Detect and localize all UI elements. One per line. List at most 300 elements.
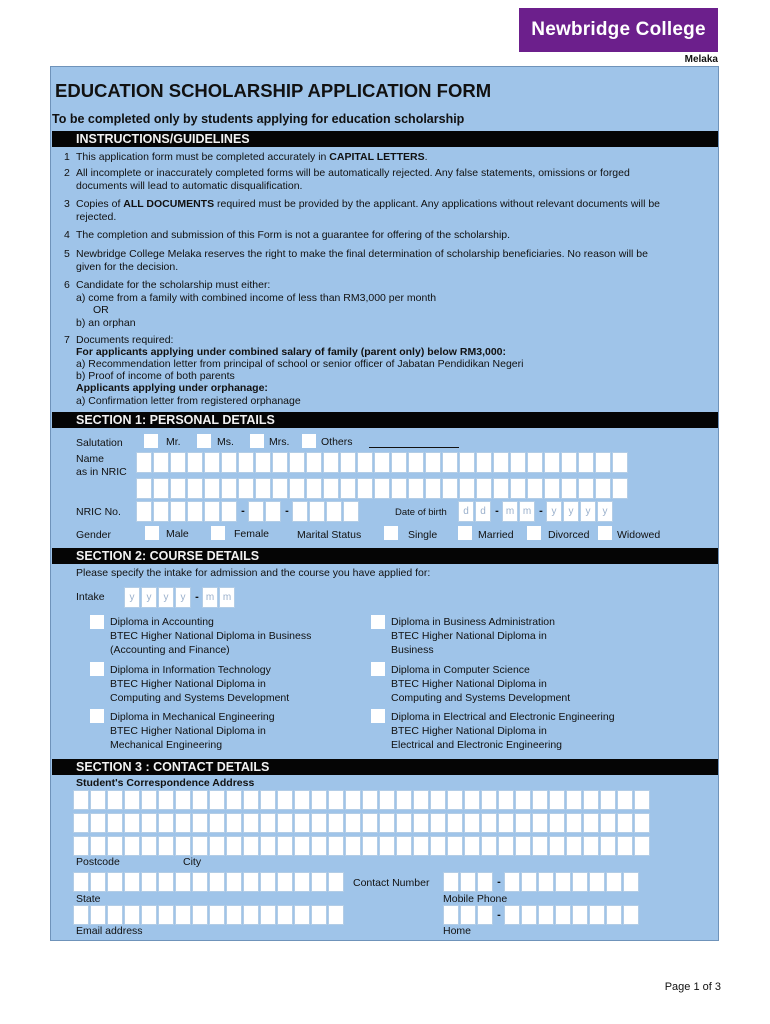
char-cell[interactable] bbox=[221, 478, 237, 499]
char-cell[interactable] bbox=[277, 905, 293, 925]
char-cell[interactable] bbox=[124, 836, 140, 856]
char-cell[interactable] bbox=[323, 452, 339, 473]
char-cell[interactable] bbox=[464, 836, 480, 856]
char-cell[interactable] bbox=[136, 501, 152, 522]
char-cell[interactable] bbox=[260, 813, 276, 833]
char-cell[interactable] bbox=[294, 836, 310, 856]
char-cell[interactable] bbox=[481, 836, 497, 856]
char-cell[interactable]: y bbox=[563, 501, 579, 522]
instruction-number: 5 bbox=[64, 248, 70, 260]
char-cell[interactable] bbox=[294, 790, 310, 810]
char-cell[interactable] bbox=[374, 452, 390, 473]
char-cell[interactable] bbox=[600, 790, 616, 810]
course-line: BTEC Higher National Diploma in bbox=[391, 678, 547, 690]
char-cell[interactable] bbox=[187, 501, 203, 522]
section1-heading: SECTION 1: PERSONAL DETAILS bbox=[76, 413, 275, 427]
char-cell[interactable] bbox=[504, 905, 520, 925]
char-cell[interactable] bbox=[578, 478, 594, 499]
marital-widowed-checkbox[interactable] bbox=[598, 526, 612, 540]
char-cell[interactable] bbox=[464, 813, 480, 833]
char-cell[interactable] bbox=[521, 872, 537, 892]
char-cell[interactable] bbox=[255, 452, 271, 473]
mobile-field[interactable] bbox=[443, 872, 640, 892]
char-cell[interactable] bbox=[362, 836, 378, 856]
field-separator: - bbox=[495, 505, 499, 517]
char-cell[interactable]: m bbox=[219, 587, 235, 608]
instruction-6b bbox=[76, 317, 136, 330]
char-cell[interactable] bbox=[289, 452, 305, 473]
char-cell[interactable] bbox=[243, 813, 259, 833]
char-cell[interactable] bbox=[459, 478, 475, 499]
char-cell[interactable] bbox=[413, 790, 429, 810]
char-cell[interactable] bbox=[124, 872, 140, 892]
char-cell[interactable] bbox=[595, 478, 611, 499]
char-cell[interactable] bbox=[226, 790, 242, 810]
salutation-mr-checkbox[interactable] bbox=[144, 434, 158, 448]
char-cell[interactable] bbox=[634, 836, 650, 856]
char-cell[interactable] bbox=[326, 501, 342, 522]
letter-b: b) bbox=[76, 370, 86, 382]
char-cell[interactable] bbox=[623, 905, 639, 925]
char-cell[interactable]: d bbox=[475, 501, 491, 522]
char-cell[interactable] bbox=[136, 478, 152, 499]
char-cell[interactable] bbox=[187, 452, 203, 473]
char-cell[interactable] bbox=[243, 836, 259, 856]
char-cell[interactable] bbox=[175, 905, 191, 925]
char-cell[interactable] bbox=[328, 790, 344, 810]
char-cell[interactable] bbox=[158, 836, 174, 856]
char-cell[interactable] bbox=[532, 836, 548, 856]
letter-a: a) bbox=[76, 292, 86, 304]
char-cell[interactable] bbox=[391, 478, 407, 499]
char-cell[interactable]: m bbox=[519, 501, 535, 522]
char-cell[interactable] bbox=[158, 813, 174, 833]
course-line: BTEC Higher National Diploma in bbox=[110, 725, 266, 737]
college-logo: Newbridge College bbox=[519, 8, 718, 52]
char-cell[interactable]: y bbox=[597, 501, 613, 522]
char-cell[interactable] bbox=[204, 501, 220, 522]
course-cs-checkbox[interactable] bbox=[371, 662, 385, 676]
char-cell[interactable] bbox=[583, 790, 599, 810]
char-cell[interactable] bbox=[136, 452, 152, 473]
char-cell[interactable] bbox=[306, 478, 322, 499]
char-cell[interactable] bbox=[107, 872, 123, 892]
char-cell[interactable] bbox=[476, 478, 492, 499]
course-ee-checkbox[interactable] bbox=[371, 709, 385, 723]
char-cell[interactable] bbox=[515, 790, 531, 810]
char-cell[interactable] bbox=[209, 790, 225, 810]
char-cell[interactable]: d bbox=[458, 501, 474, 522]
char-cell[interactable] bbox=[345, 790, 361, 810]
email-field[interactable] bbox=[73, 905, 345, 925]
char-cell[interactable] bbox=[90, 813, 106, 833]
char-cell[interactable] bbox=[311, 813, 327, 833]
char-cell[interactable]: y bbox=[124, 587, 140, 608]
char-cell[interactable] bbox=[549, 813, 565, 833]
char-cell[interactable] bbox=[73, 836, 89, 856]
char-cell[interactable] bbox=[600, 813, 616, 833]
char-cell[interactable] bbox=[606, 872, 622, 892]
char-cell[interactable] bbox=[566, 813, 582, 833]
char-cell[interactable] bbox=[510, 452, 526, 473]
char-cell[interactable] bbox=[289, 478, 305, 499]
char-cell[interactable] bbox=[158, 905, 174, 925]
char-cell[interactable] bbox=[515, 813, 531, 833]
char-cell[interactable] bbox=[498, 813, 514, 833]
char-cell[interactable] bbox=[379, 813, 395, 833]
char-cell[interactable] bbox=[362, 813, 378, 833]
char-cell[interactable]: m bbox=[202, 587, 218, 608]
char-cell[interactable] bbox=[226, 836, 242, 856]
char-cell[interactable] bbox=[477, 905, 493, 925]
salutation-mrs-checkbox[interactable] bbox=[250, 434, 264, 448]
char-cell[interactable] bbox=[260, 905, 276, 925]
char-cell[interactable] bbox=[238, 452, 254, 473]
course-mech bbox=[110, 711, 275, 752]
char-cell[interactable] bbox=[612, 478, 628, 499]
char-cell[interactable] bbox=[544, 452, 560, 473]
char-cell[interactable] bbox=[396, 836, 412, 856]
course-it bbox=[110, 664, 289, 705]
char-cell[interactable] bbox=[260, 836, 276, 856]
address-row-3[interactable] bbox=[73, 836, 651, 856]
char-cell[interactable] bbox=[357, 478, 373, 499]
char-cell[interactable]: y bbox=[141, 587, 157, 608]
char-cell[interactable] bbox=[265, 501, 281, 522]
gender-female-checkbox[interactable] bbox=[211, 526, 225, 540]
char-cell[interactable] bbox=[498, 790, 514, 810]
char-cell[interactable] bbox=[226, 872, 242, 892]
others-underline[interactable] bbox=[369, 447, 459, 448]
char-cell[interactable] bbox=[391, 452, 407, 473]
char-cell[interactable] bbox=[447, 790, 463, 810]
char-cell[interactable] bbox=[459, 452, 475, 473]
char-cell[interactable] bbox=[73, 790, 89, 810]
course-mech-checkbox[interactable] bbox=[90, 709, 104, 723]
address-row-2[interactable] bbox=[73, 813, 651, 833]
salutation-ms-checkbox[interactable] bbox=[197, 434, 211, 448]
char-cell[interactable] bbox=[595, 452, 611, 473]
char-cell[interactable] bbox=[566, 790, 582, 810]
char-cell[interactable] bbox=[413, 813, 429, 833]
char-cell[interactable] bbox=[442, 452, 458, 473]
char-cell[interactable] bbox=[357, 452, 373, 473]
course-business-checkbox[interactable] bbox=[371, 615, 385, 629]
char-cell[interactable] bbox=[442, 478, 458, 499]
char-cell[interactable] bbox=[73, 872, 89, 892]
char-cell[interactable] bbox=[430, 813, 446, 833]
char-cell[interactable] bbox=[243, 872, 259, 892]
char-cell[interactable] bbox=[260, 872, 276, 892]
marital-divorced-checkbox[interactable] bbox=[527, 526, 541, 540]
char-cell[interactable] bbox=[175, 836, 191, 856]
instruction-1 bbox=[76, 151, 428, 164]
char-cell[interactable] bbox=[340, 478, 356, 499]
char-cell[interactable] bbox=[141, 905, 157, 925]
char-cell[interactable] bbox=[192, 836, 208, 856]
char-cell[interactable] bbox=[328, 872, 344, 892]
char-cell[interactable] bbox=[481, 790, 497, 810]
char-cell[interactable] bbox=[612, 452, 628, 473]
char-cell[interactable] bbox=[192, 872, 208, 892]
state-label: State bbox=[76, 893, 101, 905]
char-cell[interactable] bbox=[170, 452, 186, 473]
char-cell[interactable] bbox=[153, 478, 169, 499]
char-cell[interactable] bbox=[306, 452, 322, 473]
char-cell[interactable] bbox=[343, 501, 359, 522]
char-cell[interactable] bbox=[396, 813, 412, 833]
char-cell[interactable] bbox=[311, 790, 327, 810]
char-cell[interactable] bbox=[566, 836, 582, 856]
char-cell[interactable] bbox=[561, 452, 577, 473]
char-cell[interactable] bbox=[311, 905, 327, 925]
char-cell[interactable] bbox=[617, 790, 633, 810]
char-cell[interactable] bbox=[504, 872, 520, 892]
char-cell[interactable] bbox=[447, 813, 463, 833]
char-cell[interactable] bbox=[634, 813, 650, 833]
char-cell[interactable] bbox=[600, 836, 616, 856]
char-cell[interactable] bbox=[549, 836, 565, 856]
char-cell[interactable] bbox=[90, 836, 106, 856]
name-label-2: as in NRIC bbox=[76, 466, 127, 478]
char-cell[interactable] bbox=[527, 478, 543, 499]
char-cell[interactable] bbox=[555, 905, 571, 925]
char-cell[interactable] bbox=[73, 905, 89, 925]
char-cell[interactable] bbox=[460, 872, 476, 892]
char-cell[interactable] bbox=[226, 905, 242, 925]
char-cell[interactable] bbox=[555, 872, 571, 892]
char-cell[interactable] bbox=[425, 452, 441, 473]
char-cell[interactable] bbox=[538, 872, 554, 892]
char-cell[interactable] bbox=[277, 813, 293, 833]
char-cell[interactable] bbox=[311, 836, 327, 856]
char-cell[interactable]: y bbox=[175, 587, 191, 608]
char-cell[interactable]: y bbox=[580, 501, 596, 522]
gender-male-checkbox[interactable] bbox=[145, 526, 159, 540]
char-cell[interactable] bbox=[294, 813, 310, 833]
char-cell[interactable] bbox=[141, 813, 157, 833]
char-cell[interactable] bbox=[209, 836, 225, 856]
char-cell[interactable]: y bbox=[158, 587, 174, 608]
char-cell[interactable] bbox=[292, 501, 308, 522]
char-cell[interactable] bbox=[481, 813, 497, 833]
char-cell[interactable] bbox=[204, 478, 220, 499]
postcode-label: Postcode bbox=[76, 856, 120, 868]
char-cell[interactable] bbox=[175, 813, 191, 833]
char-cell[interactable] bbox=[634, 790, 650, 810]
char-cell[interactable] bbox=[311, 872, 327, 892]
char-cell[interactable] bbox=[328, 905, 344, 925]
marital-married-checkbox[interactable] bbox=[458, 526, 472, 540]
char-cell[interactable] bbox=[243, 905, 259, 925]
char-cell[interactable] bbox=[255, 478, 271, 499]
char-cell[interactable] bbox=[141, 836, 157, 856]
char-cell[interactable] bbox=[192, 790, 208, 810]
char-cell[interactable] bbox=[277, 836, 293, 856]
char-cell[interactable] bbox=[532, 790, 548, 810]
char-cell[interactable] bbox=[379, 836, 395, 856]
char-cell[interactable] bbox=[578, 452, 594, 473]
char-cell[interactable] bbox=[477, 872, 493, 892]
state-field[interactable] bbox=[73, 872, 345, 892]
char-cell[interactable] bbox=[521, 905, 537, 925]
char-cell[interactable] bbox=[527, 452, 543, 473]
char-cell[interactable] bbox=[209, 872, 225, 892]
char-cell[interactable] bbox=[606, 905, 622, 925]
char-cell[interactable] bbox=[73, 813, 89, 833]
char-cell[interactable] bbox=[192, 813, 208, 833]
intake-field[interactable] bbox=[124, 587, 236, 608]
section2-heading: SECTION 2: COURSE DETAILS bbox=[76, 549, 260, 563]
char-cell[interactable] bbox=[187, 478, 203, 499]
char-cell[interactable] bbox=[340, 452, 356, 473]
nric-field[interactable] bbox=[136, 501, 360, 522]
instruction-5-line1: Newbridge College Melaka reserves the right to make the final determination of scholarship beneficiaries. No reason will be bbox=[76, 248, 648, 260]
field-separator: - bbox=[195, 591, 199, 603]
char-cell[interactable] bbox=[107, 790, 123, 810]
char-cell[interactable] bbox=[408, 478, 424, 499]
address-row-1[interactable] bbox=[73, 790, 651, 810]
char-cell[interactable] bbox=[158, 872, 174, 892]
instruction-number: 4 bbox=[64, 229, 70, 241]
char-cell[interactable] bbox=[309, 501, 325, 522]
char-cell[interactable] bbox=[430, 790, 446, 810]
char-cell[interactable] bbox=[90, 905, 106, 925]
char-cell[interactable] bbox=[425, 478, 441, 499]
char-cell[interactable] bbox=[408, 452, 424, 473]
char-cell[interactable] bbox=[153, 452, 169, 473]
dob-field[interactable] bbox=[458, 501, 614, 522]
char-cell[interactable] bbox=[248, 501, 264, 522]
char-cell[interactable] bbox=[493, 452, 509, 473]
name-row-1[interactable] bbox=[136, 452, 629, 473]
char-cell[interactable] bbox=[572, 905, 588, 925]
char-cell[interactable] bbox=[90, 872, 106, 892]
char-cell[interactable] bbox=[532, 813, 548, 833]
home-phone-field[interactable] bbox=[443, 905, 640, 925]
char-cell[interactable] bbox=[379, 790, 395, 810]
char-cell[interactable] bbox=[238, 478, 254, 499]
char-cell[interactable] bbox=[272, 478, 288, 499]
char-cell[interactable] bbox=[583, 813, 599, 833]
char-cell[interactable] bbox=[294, 872, 310, 892]
email-label: Email address bbox=[76, 925, 143, 937]
char-cell[interactable] bbox=[362, 790, 378, 810]
char-cell[interactable] bbox=[464, 790, 480, 810]
char-cell[interactable] bbox=[396, 790, 412, 810]
marital-single-label: Single bbox=[408, 529, 438, 541]
instruction-6: Candidate for the scholarship must either: bbox=[76, 279, 271, 291]
char-cell[interactable] bbox=[124, 813, 140, 833]
char-cell[interactable] bbox=[617, 813, 633, 833]
course-line: Business bbox=[391, 644, 434, 656]
char-cell[interactable] bbox=[538, 905, 554, 925]
char-cell[interactable] bbox=[209, 905, 225, 925]
char-cell[interactable] bbox=[221, 501, 237, 522]
instruction-7c bbox=[76, 395, 301, 408]
char-cell[interactable] bbox=[617, 836, 633, 856]
char-cell[interactable] bbox=[209, 813, 225, 833]
name-row-2[interactable] bbox=[136, 478, 629, 499]
char-cell[interactable] bbox=[515, 836, 531, 856]
char-cell[interactable] bbox=[90, 790, 106, 810]
char-cell[interactable] bbox=[192, 905, 208, 925]
char-cell[interactable] bbox=[277, 872, 293, 892]
field-separator: - bbox=[241, 505, 245, 517]
course-instruction: Please specify the intake for admission and the course you have applied for: bbox=[76, 567, 431, 579]
marital-divorced-label: Divorced bbox=[548, 529, 590, 541]
char-cell[interactable] bbox=[345, 836, 361, 856]
field-separator: - bbox=[497, 909, 501, 921]
char-cell[interactable] bbox=[589, 872, 605, 892]
char-cell[interactable] bbox=[510, 478, 526, 499]
course-accounting-checkbox[interactable] bbox=[90, 615, 104, 629]
char-cell[interactable] bbox=[107, 905, 123, 925]
char-cell[interactable] bbox=[277, 790, 293, 810]
char-cell[interactable] bbox=[498, 836, 514, 856]
char-cell[interactable] bbox=[589, 905, 605, 925]
char-cell[interactable] bbox=[443, 905, 459, 925]
char-cell[interactable] bbox=[204, 452, 220, 473]
char-cell[interactable] bbox=[175, 790, 191, 810]
section3-heading: SECTION 3 : CONTACT DETAILS bbox=[76, 760, 270, 774]
char-cell[interactable] bbox=[476, 452, 492, 473]
char-cell[interactable] bbox=[460, 905, 476, 925]
char-cell[interactable] bbox=[141, 872, 157, 892]
char-cell[interactable] bbox=[323, 478, 339, 499]
char-cell[interactable] bbox=[561, 478, 577, 499]
char-cell[interactable] bbox=[272, 452, 288, 473]
char-cell[interactable]: y bbox=[546, 501, 562, 522]
char-cell[interactable] bbox=[153, 501, 169, 522]
char-cell[interactable] bbox=[583, 836, 599, 856]
char-cell[interactable] bbox=[493, 478, 509, 499]
char-cell[interactable] bbox=[294, 905, 310, 925]
char-cell[interactable] bbox=[158, 790, 174, 810]
char-cell[interactable] bbox=[328, 836, 344, 856]
char-cell[interactable] bbox=[544, 478, 560, 499]
char-cell[interactable] bbox=[572, 872, 588, 892]
char-cell[interactable] bbox=[226, 813, 242, 833]
marital-single-checkbox[interactable] bbox=[384, 526, 398, 540]
instruction-number: 2 bbox=[64, 167, 70, 179]
course-it-checkbox[interactable] bbox=[90, 662, 104, 676]
char-cell[interactable] bbox=[328, 813, 344, 833]
course-business bbox=[391, 616, 555, 657]
char-cell[interactable] bbox=[124, 790, 140, 810]
char-cell[interactable] bbox=[141, 790, 157, 810]
char-cell[interactable] bbox=[549, 790, 565, 810]
salutation-others-checkbox[interactable] bbox=[302, 434, 316, 448]
char-cell[interactable] bbox=[443, 872, 459, 892]
char-cell[interactable] bbox=[170, 478, 186, 499]
char-cell[interactable] bbox=[447, 836, 463, 856]
char-cell[interactable] bbox=[107, 813, 123, 833]
char-cell[interactable] bbox=[124, 905, 140, 925]
char-cell[interactable] bbox=[345, 813, 361, 833]
char-cell[interactable] bbox=[374, 478, 390, 499]
char-cell[interactable] bbox=[623, 872, 639, 892]
char-cell[interactable] bbox=[413, 836, 429, 856]
char-cell[interactable] bbox=[430, 836, 446, 856]
char-cell[interactable] bbox=[107, 836, 123, 856]
char-cell[interactable] bbox=[170, 501, 186, 522]
char-cell[interactable] bbox=[260, 790, 276, 810]
char-cell[interactable] bbox=[243, 790, 259, 810]
char-cell[interactable] bbox=[221, 452, 237, 473]
char-cell[interactable]: m bbox=[502, 501, 518, 522]
char-cell[interactable] bbox=[175, 872, 191, 892]
